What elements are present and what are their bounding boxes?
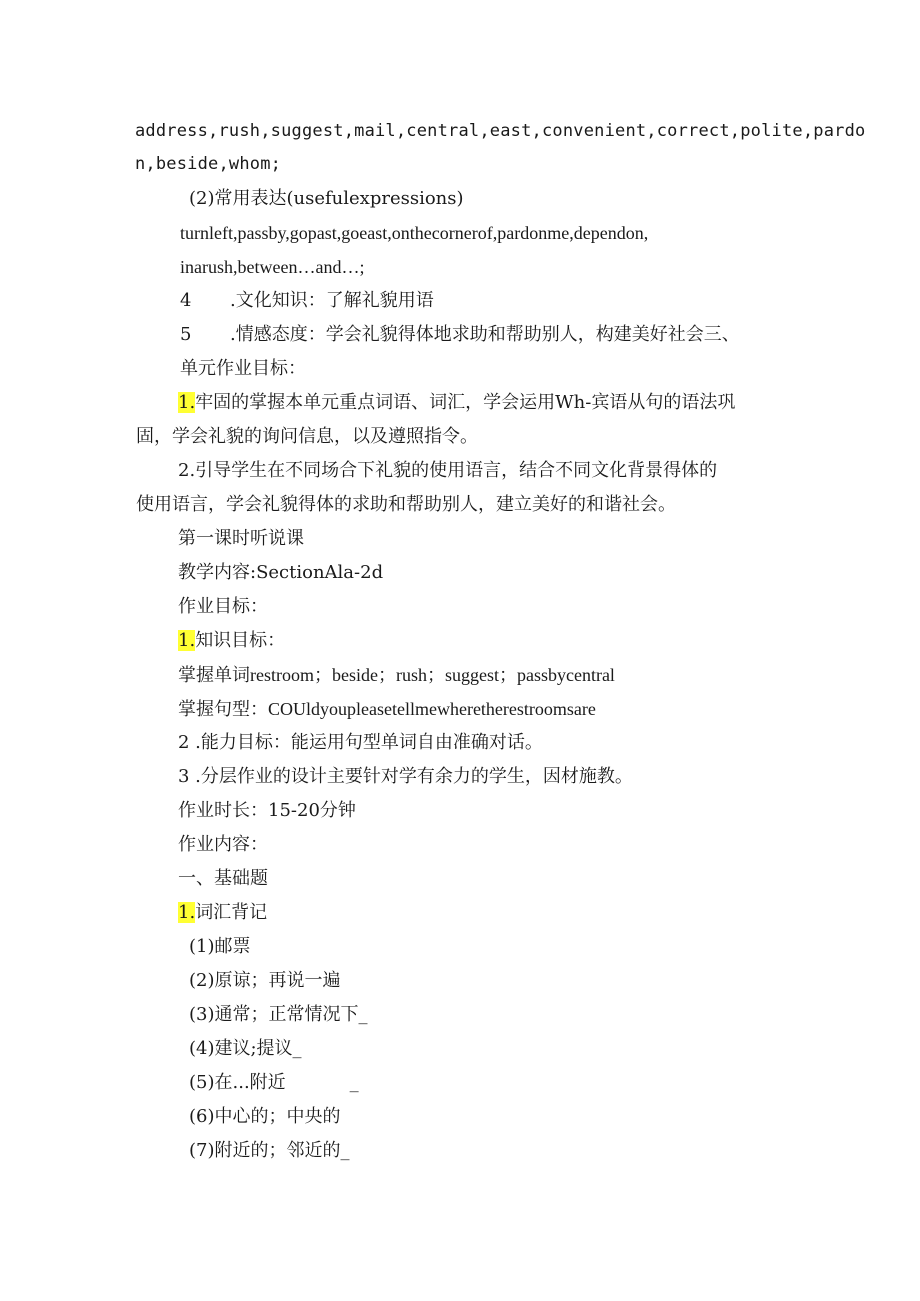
goal-1-line-2: 固，学会礼貌的询问信息，以及遵照指令。 <box>136 426 478 447</box>
basic-section-heading: 一、基础题 <box>178 868 268 889</box>
useful-line-1: turnleft,passby,gopast,goeast,onthecornerof,pardonme,dependon, <box>180 223 649 243</box>
item-4 <box>180 288 434 314</box>
sentence-line <box>178 696 596 723</box>
words-label: 掌握单词 <box>178 665 250 686</box>
vocab-line-2: n,beside,whom; <box>135 154 282 174</box>
vocab-memorize-number: 1. <box>178 902 196 923</box>
unit-goal-heading: 单元作业目标： <box>180 358 306 379</box>
goal-2-line-2: 使用语言，学会礼貌得体的求助和帮助别人，建立美好的和谐社会。 <box>136 494 676 515</box>
list-item-blank: _ <box>349 1072 359 1093</box>
goal-1-line-1 <box>178 390 735 416</box>
list-item: (2)原谅；再说一遍 <box>189 970 341 991</box>
useful-line-2: inarush,between…and…; <box>180 257 365 277</box>
item-5-number: 5 <box>180 324 192 345</box>
homework-goal-heading: 作业目标： <box>178 596 268 617</box>
sentence-label: 掌握句型： <box>178 699 268 720</box>
list-item: (4)建议;提议_ <box>189 1038 302 1059</box>
item-4-number: 4 <box>180 290 192 311</box>
knowledge-goal-number: 1. <box>178 630 196 651</box>
homework-content-heading: 作业内容： <box>178 834 268 855</box>
list-item: (6)中心的；中央的 <box>189 1106 341 1127</box>
vocab-line-1: address,rush,suggest,mail,central,east,convenient,correct,polite,pardo <box>135 121 866 141</box>
goal-1-number: 1. <box>178 392 196 413</box>
words-text: restroom；beside；rush；suggest；passbycentral <box>250 665 615 685</box>
knowledge-goal-text: 知识目标： <box>195 630 286 651</box>
knowledge-goal <box>178 628 285 654</box>
list-item: (7)附近的；邻近的_ <box>189 1140 350 1161</box>
list-item-5-row <box>189 1070 359 1096</box>
layered-homework: 3 .分层作业的设计主要针对学有余力的学生，因材施教。 <box>178 766 633 787</box>
sentence-text: COUldyoupleasetellmewheretherestroomsare <box>268 699 596 719</box>
goal-2-line-1: 2.引导学生在不同场合下礼貌的使用语言，结合不同文化背景得体的 <box>178 460 718 481</box>
list-item: (5)在...附近 <box>189 1072 286 1093</box>
list-item: (1)邮票 <box>189 936 251 957</box>
lesson-title: 第一课时听说课 <box>178 528 304 549</box>
goal-1-text: 牢固的掌握本单元重点词语、词汇，学会运用Wh-宾语从句的语法巩 <box>195 392 736 413</box>
item-5-text: .情感态度：学会礼貌得体地求助和帮助别人，构建美好社会三、 <box>230 324 740 345</box>
homework-duration: 作业时长：15-20分钟 <box>178 800 356 821</box>
vocab-memorize-title: 词汇背记 <box>195 902 268 923</box>
item-5 <box>180 322 740 348</box>
item-4-text: .文化知识：了解礼貌用语 <box>230 290 434 311</box>
words-line <box>178 662 615 689</box>
vocab-memorize-heading <box>178 900 267 926</box>
ability-goal: 2 .能力目标：能运用句型单词自由准确对话。 <box>178 732 543 753</box>
teaching-content: 教学内容:SectionAla-2d <box>178 562 384 583</box>
list-item: (3)通常；正常情况下_ <box>189 1004 368 1025</box>
useful-expressions-heading: (2)常用表达(usefulexpressions) <box>189 188 464 209</box>
